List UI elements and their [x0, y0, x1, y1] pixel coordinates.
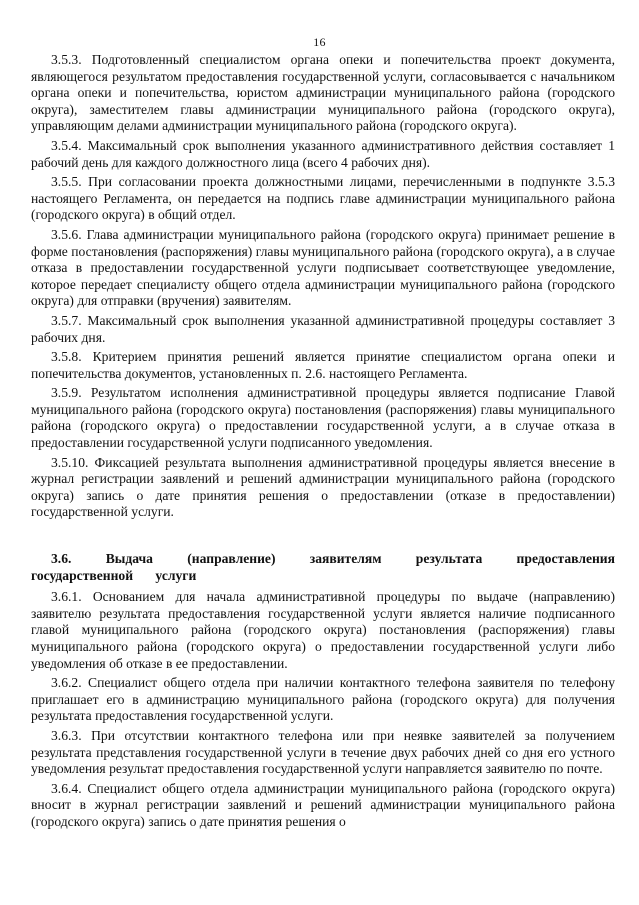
paragraph-3-6-2: 3.6.2. Специалист общего отдела при наличии контактного телефона заявителя по телефону приглашает его в администрацию муниципального района (городского округа) для получения результата предоставления государственной услуги. [31, 675, 615, 724]
paragraph-3-5-6: 3.5.6. Глава администрации муниципального района (городского округа) принимает решение в форме постановления (распоряжения) главы муниципального района (городского округа), а в случае отказа в предоставлении государственной услуги подписывает соответствующее уведомление, которое передает специалисту общего отдела администрации муниципального района (городского округа) для отправки (вручения) заявителям. [31, 226, 615, 309]
paragraph-3-6-4: 3.6.4. Специалист общего отдела администрации муниципального района (городского округа) вносит в журнал регистрации заявлений и решений администрации муниципального района (городского округа) запись о дате принятия решения о [31, 780, 615, 829]
paragraph-3-5-3: 3.5.3. Подготовленный специалистом органа опеки и попечительства проект документа, являющегося результатом предоставления государственной услуги, согласовывается с начальником органа опеки и попечительства, юристом администрации муниципального района (городского округа), заместителем главы администрации муниципального района (городского округа), управляющим делами администрации муниципального района (городского округа). [31, 52, 615, 134]
paragraph-3-5-5: 3.5.5. При согласовании проекта должностными лицами, перечисленными в подпункте 3.5.3 настоящего Регламента, он передается на подпись главе администрации муниципального района (городского округа) в общий отдел. [31, 174, 615, 223]
paragraph-3-5-7: 3.5.7. Максимальный срок выполнения указанной административной процедуры составляет 3 рабочих дня. [31, 312, 615, 345]
page-number: 16 [313, 35, 326, 49]
paragraph-3-6-1: 3.6.1. Основанием для начала административной процедуры по выдаче (направлению) заявителю результата предоставления государственной услуги является наличие подписанного главой муниципального района (городского округа) постановления (распоряжения) главы муниципального района (городского округа) о предоставлении государственной услуги либо уведомления об отказе в ее предоставлении. [31, 589, 615, 671]
paragraph-3-5-4: 3.5.4. Максимальный срок выполнения указанного административного действия составляет 1 рабочий день для каждого должностного лица (всего 4 рабочих дня). [31, 137, 615, 170]
section-heading-3-6: 3.6. Выдача (направление) заявителям результата предоставления государственной услуги [31, 551, 615, 583]
document-body [31, 52, 615, 834]
paragraph-3-6-3: 3.6.3. При отсутствии контактного телефона или при неявке заявителей за получением результата представления государственной услуги в течение двух рабочих дней со дня его устного уведомления результат предоставления государственной услуги направляется заявителю по почте. [31, 727, 615, 777]
paragraph-3-5-9: 3.5.9. Результатом исполнения административной процедуры является подписание Главой муниципального района (городского округа) постановления (распоряжения) главы муниципального района (городского округа) о предоставлении государственной услуги, а в случае отказа в предоставлении государственной услуги подписанного уведомления. [31, 385, 615, 451]
paragraph-3-5-8: 3.5.8. Критерием принятия решений является принятие специалистом органа опеки и попечительства документов, установленных п. 2.6. настоящего Регламента. [31, 349, 615, 381]
paragraph-3-5-10: 3.5.10. Фиксацией результата выполнения административной процедуры является внесение в журнал регистрации заявлений и решений администрации муниципального района (городского округа) запись о дате принятия решения о предоставлении (отказе в предоставлении) государственной услуги. [31, 454, 615, 520]
